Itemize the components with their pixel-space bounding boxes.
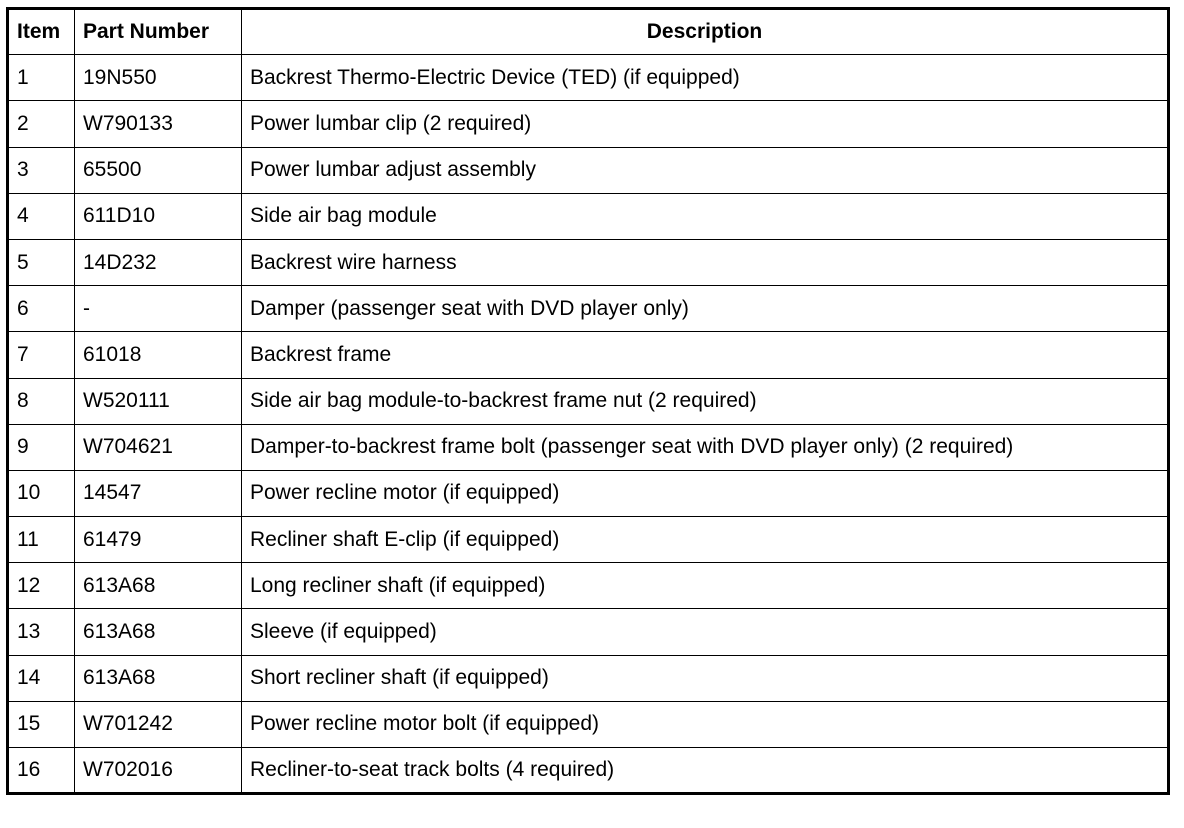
table-row (8, 332, 1169, 378)
part-number-cell: 61479 (75, 517, 242, 563)
item-cell: 2 (8, 101, 75, 147)
table-row (8, 655, 1169, 701)
table-row (8, 378, 1169, 424)
table-row (8, 101, 1169, 147)
description-cell: Short recliner shaft (if equipped) (242, 655, 1169, 701)
description-cell: Side air bag module-to-backrest frame nut (2 required) (242, 378, 1169, 424)
description-cell: Side air bag module (242, 193, 1169, 239)
table-row (8, 563, 1169, 609)
part-number-cell: 611D10 (75, 193, 242, 239)
part-number-cell: W704621 (75, 424, 242, 470)
item-cell: 15 (8, 701, 75, 747)
part-number-cell: 613A68 (75, 609, 242, 655)
description-cell: Power recline motor (if equipped) (242, 470, 1169, 516)
item-cell: 13 (8, 609, 75, 655)
item-cell: 12 (8, 563, 75, 609)
description-cell: Damper (passenger seat with DVD player only) (242, 286, 1169, 332)
table-row (8, 193, 1169, 239)
description-cell: Backrest wire harness (242, 239, 1169, 285)
part-number-cell: 613A68 (75, 563, 242, 609)
description-cell: Recliner-to-seat track bolts (4 required) (242, 748, 1169, 794)
item-cell: 5 (8, 239, 75, 285)
column-header-item: Item (8, 9, 75, 55)
part-number-cell: 19N550 (75, 55, 242, 101)
parts-table (6, 7, 1170, 795)
table-row (8, 470, 1169, 516)
item-cell: 6 (8, 286, 75, 332)
part-number-cell: 14547 (75, 470, 242, 516)
table-row (8, 424, 1169, 470)
table-row (8, 701, 1169, 747)
table-row (8, 147, 1169, 193)
item-cell: 9 (8, 424, 75, 470)
description-cell: Recliner shaft E-clip (if equipped) (242, 517, 1169, 563)
part-number-cell: 61018 (75, 332, 242, 378)
column-header-description: Description (242, 9, 1169, 55)
description-cell: Sleeve (if equipped) (242, 609, 1169, 655)
item-cell: 11 (8, 517, 75, 563)
description-cell: Backrest frame (242, 332, 1169, 378)
item-cell: 1 (8, 55, 75, 101)
item-cell: 8 (8, 378, 75, 424)
part-number-cell: 65500 (75, 147, 242, 193)
table-row (8, 239, 1169, 285)
table-row (8, 55, 1169, 101)
table-row (8, 609, 1169, 655)
part-number-cell: - (75, 286, 242, 332)
description-cell: Backrest Thermo-Electric Device (TED) (if equipped) (242, 55, 1169, 101)
column-header-part-number: Part Number (75, 9, 242, 55)
parts-table-container (6, 7, 1170, 795)
item-cell: 3 (8, 147, 75, 193)
description-cell: Damper-to-backrest frame bolt (passenger seat with DVD player only) (2 required) (242, 424, 1169, 470)
description-cell: Long recliner shaft (if equipped) (242, 563, 1169, 609)
item-cell: 7 (8, 332, 75, 378)
table-row (8, 748, 1169, 794)
description-cell: Power recline motor bolt (if equipped) (242, 701, 1169, 747)
item-cell: 10 (8, 470, 75, 516)
item-cell: 4 (8, 193, 75, 239)
table-body (8, 55, 1169, 794)
item-cell: 16 (8, 748, 75, 794)
part-number-cell: W702016 (75, 748, 242, 794)
table-header-row (8, 9, 1169, 55)
part-number-cell: W520111 (75, 378, 242, 424)
description-cell: Power lumbar adjust assembly (242, 147, 1169, 193)
part-number-cell: W701242 (75, 701, 242, 747)
description-cell: Power lumbar clip (2 required) (242, 101, 1169, 147)
table-row (8, 286, 1169, 332)
part-number-cell: W790133 (75, 101, 242, 147)
item-cell: 14 (8, 655, 75, 701)
table-row (8, 517, 1169, 563)
part-number-cell: 14D232 (75, 239, 242, 285)
part-number-cell: 613A68 (75, 655, 242, 701)
